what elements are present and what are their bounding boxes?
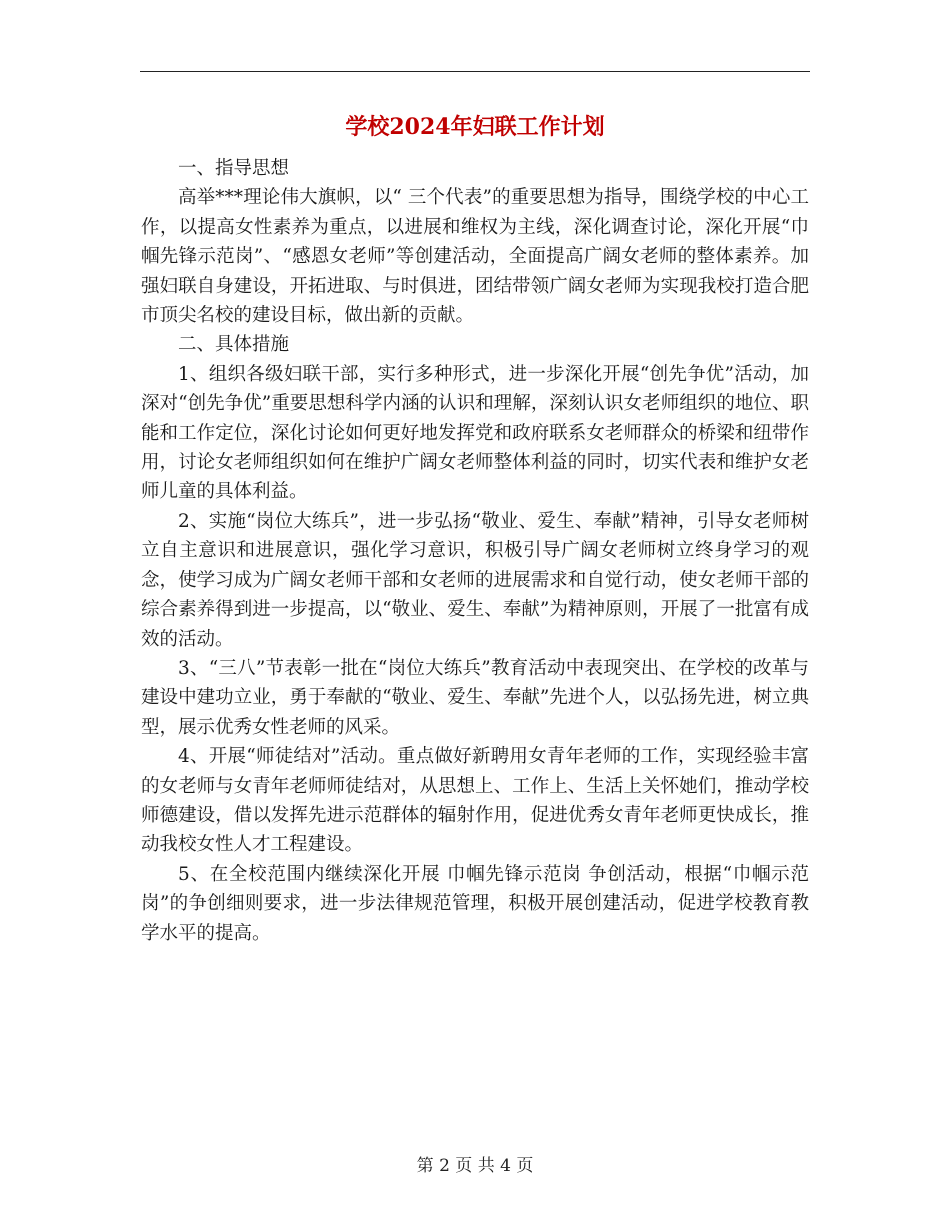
paragraph: 4、开展“师徒结对”活动。重点做好新聘用女青年老师的工作，实现经验丰富的女老师与女青年老师师徒结对，从思想上、工作上、生活上关怀她们，推动学校师德建设，借以发挥先进示范群体的辐射作用，促进优秀女青年老师更快成长，推动我校女性人才工程建设。 — [141, 746, 809, 856]
paragraph: 3、“三八”节表彰一批在“岗位大练兵”教育活动中表现突出、在学校的改革与建设中建功立业，勇于奉献的“敬业、爱生、奉献”先进个人，以弘扬先进，树立典型，展示优秀女性老师的风采。 — [141, 657, 809, 738]
paragraph: 2、实施“岗位大练兵”，进一步弘扬“敬业、爱生、奉献”精神，引导女老师树立自主意识和进展意识，强化学习意识，积极引导广阔女老师树立终身学习的观念，使学习成为广阔女老师干部和女老师的进展需求和自觉行动，使女老师干部的综合素养得到进一步提高，以“敬业、爱生、奉献”为精神原则，开展了一批富有成效的活动。 — [141, 510, 809, 650]
section-heading-guiding-ideology: 一、指导思想 — [178, 158, 290, 179]
document-title: 学校2024年妇联工作计划 — [345, 114, 605, 140]
header-rule — [140, 71, 810, 72]
paragraph: 高举***理论伟大旗帜，以“ 三个代表”的重要思想为指导，围绕学校的中心工作，以提高女性素养为重点，以进展和维权为主线，深化调查讨论，深化开展“巾帼先锋示范岗”、“感恩女老师”等创建活动，全面提高广阔女老师的整体素养。加强妇联自身建设，开拓进取、与时俱进，团结带领广阔女老师为实现我校打造合肥市顶尖名校的建设目标，做出新的贡献。 — [141, 187, 809, 327]
document-body — [141, 154, 809, 948]
paragraph: 5、在全校范围内继续深化开展 巾帼先锋示范岗 争创活动，根据“巾帼示范岗”的争创细则要求，进一步法律规范管理，积极开展创建活动，促进学校教育教学水平的提高。 — [141, 863, 809, 944]
paragraph: 1、组织各级妇联干部，实行多种形式，进一步深化开展“创先争优”活动，加深对“创先争优”重要思想科学内涵的认识和理解，深刻认识女老师组织的地位、职能和工作定位，深化讨论如何更好地发挥党和政府联系女老师群众的桥梁和纽带作用，讨论女老师组织如何在维护广阔女老师整体利益的同时，切实代表和维护女老师儿童的具体利益。 — [141, 363, 809, 503]
page-footer: 第 2 页 共 4 页 — [416, 1156, 534, 1176]
section-heading-specific-measures: 二、具体措施 — [178, 334, 290, 356]
